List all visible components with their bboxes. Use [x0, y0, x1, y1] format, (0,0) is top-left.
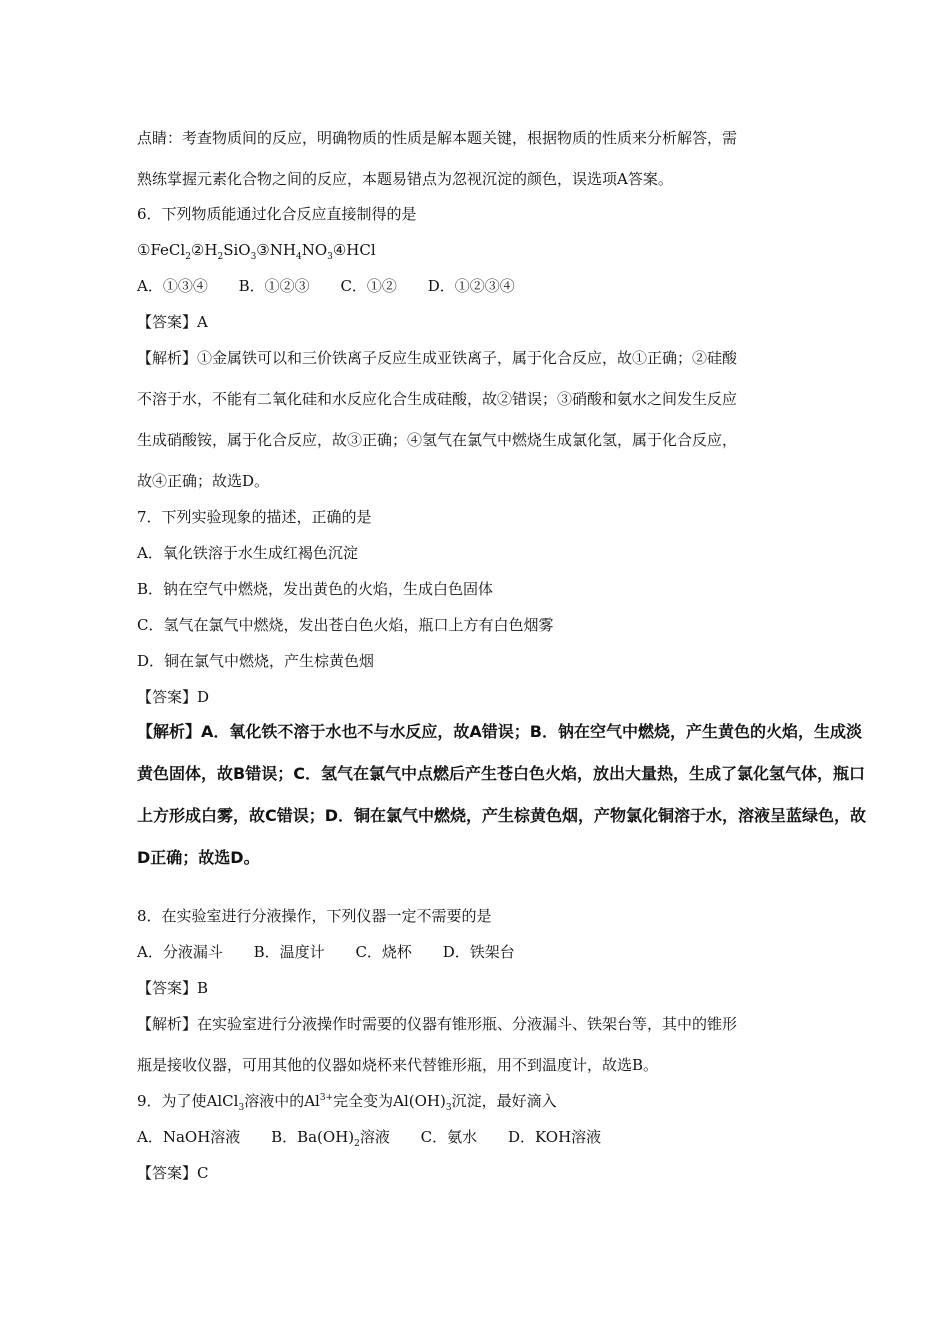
q6-options	[137, 276, 541, 296]
q9-option-b: B．$Ba(OH)_2$溶液	[271, 1128, 390, 1149]
q6-option-c: C．①②	[340, 277, 397, 295]
q6-analysis-4: 故④正确；故选D。	[137, 472, 270, 490]
q6-item-2: ②H	[190, 241, 218, 259]
q7-analysis-4: D正确；故选D。	[137, 848, 260, 867]
q8-stem: 8．在实验室进行分液操作，下列仪器一定不需要的是	[137, 907, 492, 925]
q6-analysis-1: 【解析】①金属铁可以和三价铁离子反应生成亚铁离子，属于化合反应，故①正确；②硅酸	[137, 349, 738, 367]
q8-options	[137, 942, 541, 962]
q7-analysis-2: 黄色固体，故B错误；C．氢气在氯气中点燃后产生苍白色火焰，放出大量热，生成了氯化氢气体，瓶口	[137, 764, 865, 783]
note-line-1: 点睛：考查物质间的反应，明确物质的性质是解本题关键，根据物质的性质来分析解答，需	[137, 129, 738, 147]
q8-analysis-2: 瓶是接收仪器，可用其他的仪器如烧杯来代替锥形瓶，用不到温度计，故选B。	[137, 1056, 659, 1074]
note-line-2: 熟练掌握元素化合物之间的反应，本题易错点为忽视沉淀的颜色，误选项A答案。	[137, 170, 673, 188]
q7-option-a: A．氧化铁溶于水生成红褐色沉淀	[137, 544, 358, 562]
q6-answer: 【答案】A	[137, 313, 208, 331]
q6-items: $①FeCl_2②H_2SiO_3③NH_4NO_3④HCl$	[137, 241, 376, 262]
q7-option-c: C．氢气在氯气中燃烧，发出苍白色火焰，瓶口上方有白色烟雾	[137, 616, 554, 634]
q6-stem: 6．下列物质能通过化合反应直接制得的是	[137, 205, 417, 223]
q8-option-b: B．温度计	[253, 943, 325, 961]
q8-option-c: C．烧杯	[355, 943, 412, 961]
q6-item-1: ①FeCl	[137, 241, 186, 259]
q9-options	[137, 1127, 627, 1147]
q8-answer: 【答案】B	[137, 979, 209, 997]
q8-option-d: D．铁架台	[442, 943, 515, 961]
q6-option-a: A．①③④	[137, 277, 208, 295]
q7-option-b: B．钠在空气中燃烧，发出黄色的火焰，生成白色固体	[137, 580, 494, 598]
q6-item-4: ④HCl	[332, 241, 376, 259]
q9-option-d: D．KOH溶液	[507, 1128, 602, 1146]
q6-analysis-3: 生成硝酸铵，属于化合反应，故③正确；④氢气在氯气中燃烧生成氯化氢，属于化合反应，	[137, 431, 738, 449]
q7-analysis-1: 【解析】A．氧化铁不溶于水也不与水反应，故A错误；B．钠在空气中燃烧，产生黄色的火焰，生成淡	[137, 722, 862, 741]
q8-analysis-1: 【解析】在实验室进行分液操作时需要的仪器有锥形瓶、分液漏斗、铁架台等，其中的锥形	[137, 1015, 738, 1033]
q8-option-a: A．分液漏斗	[137, 943, 223, 961]
q6-option-b: B．①②③	[238, 277, 310, 295]
q7-answer: 【答案】D	[137, 688, 210, 706]
q9-answer: 【答案】C	[137, 1164, 209, 1182]
q9-stem: 9．为了使AlCl$_3$溶液中的$Al^{3+}$完全变为$Al(OH)_3$沉淀，最好滴入	[137, 1092, 557, 1113]
q6-analysis-2: 不溶于水，不能有二氧化硅和水反应化合生成硅酸，故②错误；③硝酸和氨水之间发生反应	[137, 390, 738, 408]
q7-analysis-3: 上方形成白雾，故C错误；D．铜在氯气中燃烧，产生棕黄色烟，产物氯化铜溶于水，溶液呈蓝绿色，故	[137, 806, 867, 825]
q7-stem: 7．下列实验现象的描述，正确的是	[137, 508, 372, 526]
q6-option-d: D．①②③④	[427, 277, 515, 295]
q7-option-d: D．铜在氯气中燃烧，产生棕黄色烟	[137, 652, 375, 670]
q6-item-3: ③NH	[256, 241, 296, 259]
q9-option-c: C．氨水	[420, 1128, 478, 1146]
q9-option-a: A．NaOH溶液	[137, 1128, 241, 1146]
